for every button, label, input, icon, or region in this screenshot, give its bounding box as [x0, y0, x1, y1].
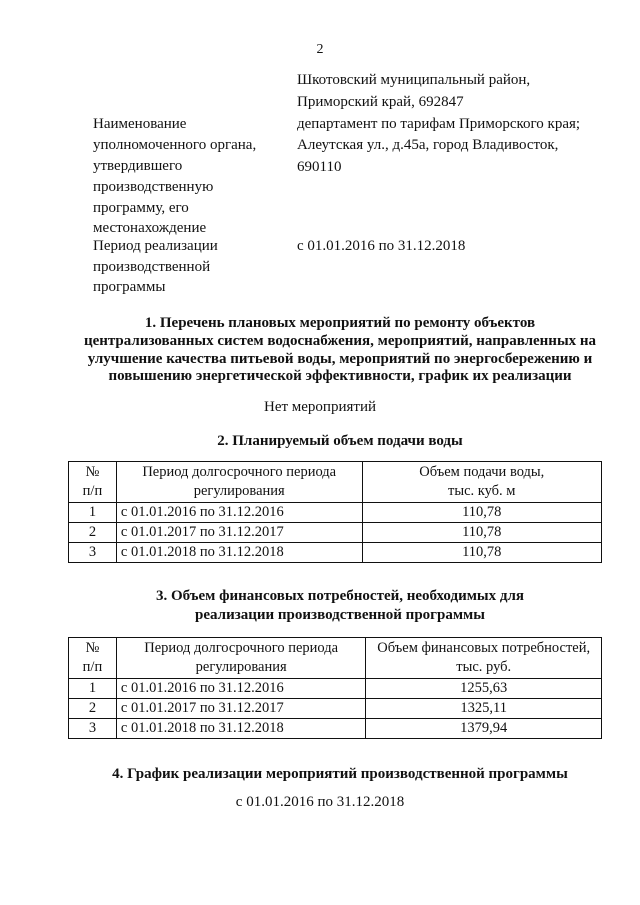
- header-period: [116, 638, 366, 679]
- row-num: 3: [69, 719, 117, 739]
- header-value: [366, 638, 602, 679]
- table-header-row: [69, 638, 602, 679]
- period-value: с 01.01.2016 по 31.12.2018: [297, 238, 466, 254]
- page-number: 2: [316, 42, 324, 57]
- water-volume-table: [68, 461, 602, 563]
- row-value: 1325,11: [366, 699, 602, 719]
- row-period: с 01.01.2018 по 31.12.2018: [116, 543, 362, 563]
- header-period-line2: регулирования: [195, 659, 287, 675]
- section-1-note: Нет мероприятий: [263, 399, 376, 415]
- financial-needs-table: [68, 637, 602, 739]
- table-row: [69, 503, 602, 523]
- section-1-title-line: 1. Перечень плановых мероприятий по ремонту объектов: [144, 315, 536, 331]
- authority-label-line: утвердившего: [93, 158, 183, 174]
- period-label-line: программы: [93, 279, 166, 295]
- period-label-line: производственной: [93, 259, 211, 275]
- row-period: с 01.01.2018 по 31.12.2018: [116, 719, 366, 739]
- section-4-title: 4. График реализации мероприятий производственной программы: [112, 766, 568, 782]
- address-line: департамент по тарифам Приморского края;: [297, 116, 581, 132]
- header-value-line2: тыс. куб. м: [448, 483, 516, 499]
- row-period: с 01.01.2017 по 31.12.2017: [116, 699, 366, 719]
- authority-label-line: программу, его: [93, 200, 189, 216]
- row-value: 110,78: [362, 503, 602, 523]
- table-row: [69, 699, 602, 719]
- header-value-line1: Объем финансовых потребностей,: [377, 640, 591, 656]
- section-1-title-line: улучшение качества питьевой воды, мероприятий по энергосбережению и: [87, 351, 593, 367]
- row-num: 1: [69, 679, 117, 699]
- row-num: 3: [69, 543, 117, 563]
- section-4-period: с 01.01.2016 по 31.12.2018: [235, 794, 405, 810]
- row-period: с 01.01.2016 по 31.12.2016: [116, 679, 366, 699]
- address-line: 690110: [297, 159, 342, 175]
- header-num-line2: п/п: [82, 659, 103, 675]
- header-num: [69, 638, 117, 679]
- section-3-title-line: 3. Объем финансовых потребностей, необходимых для: [155, 588, 525, 604]
- address-line: Алеутская ул., д.45а, город Владивосток,: [297, 137, 559, 153]
- table-row: [69, 679, 602, 699]
- row-period: с 01.01.2017 по 31.12.2017: [116, 523, 362, 543]
- header-num-line1: №: [85, 464, 100, 480]
- address-line: Приморский край, 692847: [297, 94, 464, 110]
- row-value: 110,78: [362, 523, 602, 543]
- header-period-line1: Период долгосрочного периода: [142, 464, 337, 480]
- table-row: [69, 719, 602, 739]
- authority-label-line: производственную: [93, 179, 214, 195]
- header-period: [116, 462, 362, 503]
- section-1-title-line: повышению энергетической эффективности, график их реализации: [108, 368, 572, 384]
- header-value-line1: Объем подачи воды,: [419, 464, 545, 480]
- header-period-line2: регулирования: [193, 483, 285, 499]
- row-num: 2: [69, 699, 117, 719]
- row-value: 110,78: [362, 543, 602, 563]
- header-num-line1: №: [85, 640, 100, 656]
- header-value: [362, 462, 602, 503]
- section-3-title-line: реализации производственной программы: [195, 607, 485, 623]
- authority-label-line: Наименование: [93, 116, 187, 132]
- row-value: 1255,63: [366, 679, 602, 699]
- period-label-line: Период реализации: [93, 238, 218, 254]
- row-value: 1379,94: [366, 719, 602, 739]
- header-num: [69, 462, 117, 503]
- section-2-title: 2. Планируемый объем подачи воды: [217, 433, 463, 449]
- row-period: с 01.01.2016 по 31.12.2016: [116, 503, 362, 523]
- table-row: [69, 523, 602, 543]
- authority-label-line: местонахождение: [93, 220, 207, 236]
- row-num: 2: [69, 523, 117, 543]
- header-num-line2: п/п: [82, 483, 103, 499]
- table-header-row: [69, 462, 602, 503]
- table-row: [69, 543, 602, 563]
- authority-label-line: уполномоченного органа,: [93, 137, 257, 153]
- header-period-line1: Период долгосрочного периода: [144, 640, 339, 656]
- section-1-title-line: централизованных систем водоснабжения, мероприятий, направленных на: [83, 333, 597, 349]
- row-num: 1: [69, 503, 117, 523]
- header-value-line2: тыс. руб.: [456, 659, 512, 675]
- address-line: Шкотовский муниципальный район,: [297, 72, 531, 88]
